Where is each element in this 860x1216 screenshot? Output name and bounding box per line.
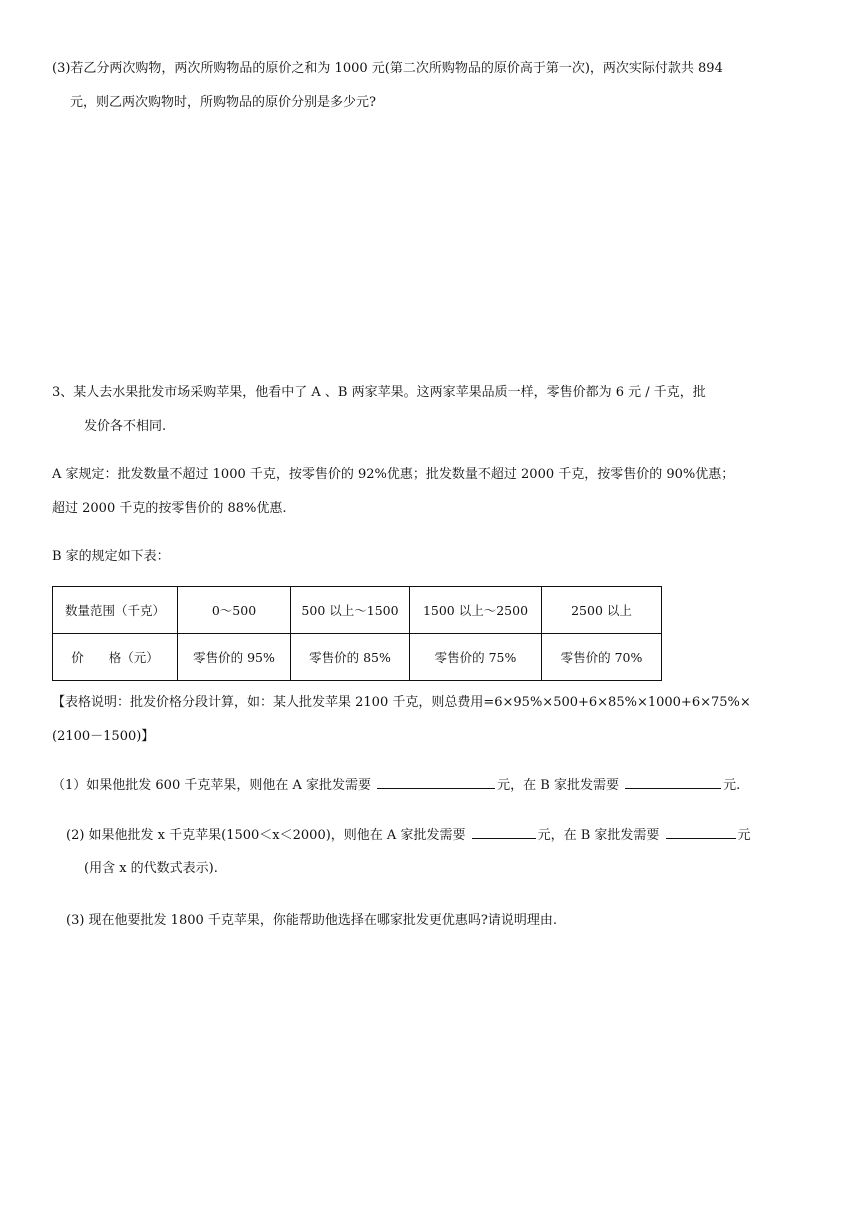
answer-blank-a-600[interactable] <box>377 776 495 789</box>
q3-intro-line2: 发价各不相同. <box>84 419 167 434</box>
table-cell: 价 格（元） <box>53 634 178 681</box>
table-row <box>53 634 662 681</box>
table-cell: 零售价的 70% <box>542 634 662 681</box>
table-row <box>53 587 662 634</box>
table-cell: 数量范围（千克） <box>53 587 178 634</box>
table-cell: 2500 以上 <box>542 587 662 634</box>
rule-b-label: B 家的规定如下表： <box>52 549 170 564</box>
sub2-text-c: 元 <box>737 828 751 843</box>
sub1-text-c: 元. <box>723 778 741 793</box>
table-cell: 500 以上～1500 <box>291 587 410 634</box>
q2-part3-line1: (3)若乙分两次购物，两次所购物品的原价之和为 1000 元(第二次所购物品的原价高于第一次)，两次实际付款共 894 <box>52 61 723 76</box>
answer-blank-a-x[interactable] <box>472 826 536 839</box>
sub1-text-a: （1）如果他批发 600 千克苹果，则他在 A 家批发需要 <box>52 778 376 793</box>
answer-blank-b-x[interactable] <box>666 826 736 839</box>
q3-intro-line1: 3、某人去水果批发市场采购苹果，他看中了 A 、B 两家苹果。这两家苹果品质一样，零售价都为 6 元 / 千克，批 <box>52 385 706 400</box>
sub-question-3: (3) 现在他要批发 1800 千克苹果，你能帮助他选择在哪家批发更优惠吗?请说明理由. <box>66 913 557 928</box>
sub1-text-b: 元，在 B 家批发需要 <box>497 778 624 793</box>
rule-a-line2: 超过 2000 千克的按零售价的 88%优惠. <box>52 501 287 516</box>
table-cell: 0～500 <box>178 587 291 634</box>
q2-part3-line2: 元，则乙两次购物时，所购物品的原价分别是多少元? <box>70 95 376 110</box>
table-note-line2: (2100－1500)】 <box>52 729 155 744</box>
sub2-text-a: (2) 如果他批发 x 千克苹果(1500＜x＜2000)，则他在 A 家批发需要 <box>66 828 470 843</box>
table-cell: 零售价的 85% <box>291 634 410 681</box>
sub-question-1 <box>52 776 740 795</box>
sub2-text-b: 元，在 B 家批发需要 <box>537 828 664 843</box>
table-note-line1: 【表格说明：批发价格分段计算，如：某人批发苹果 2100 千克，则总费用=6×95%×500+6×85%×1000+6×75%× <box>52 695 751 710</box>
answer-blank-b-600[interactable] <box>625 776 721 789</box>
sub-question-2-line2: (用含 x 的代数式表示). <box>84 861 218 876</box>
sub-question-2 <box>66 826 751 845</box>
table-cell: 1500 以上～2500 <box>410 587 542 634</box>
table-cell: 零售价的 95% <box>178 634 291 681</box>
table-cell: 零售价的 75% <box>410 634 542 681</box>
rule-a-line1: A 家规定：批发数量不超过 1000 千克，按零售价的 92%优惠；批发数量不超过 2000 千克，按零售价的 90%优惠； <box>52 467 735 482</box>
price-table <box>52 586 662 681</box>
